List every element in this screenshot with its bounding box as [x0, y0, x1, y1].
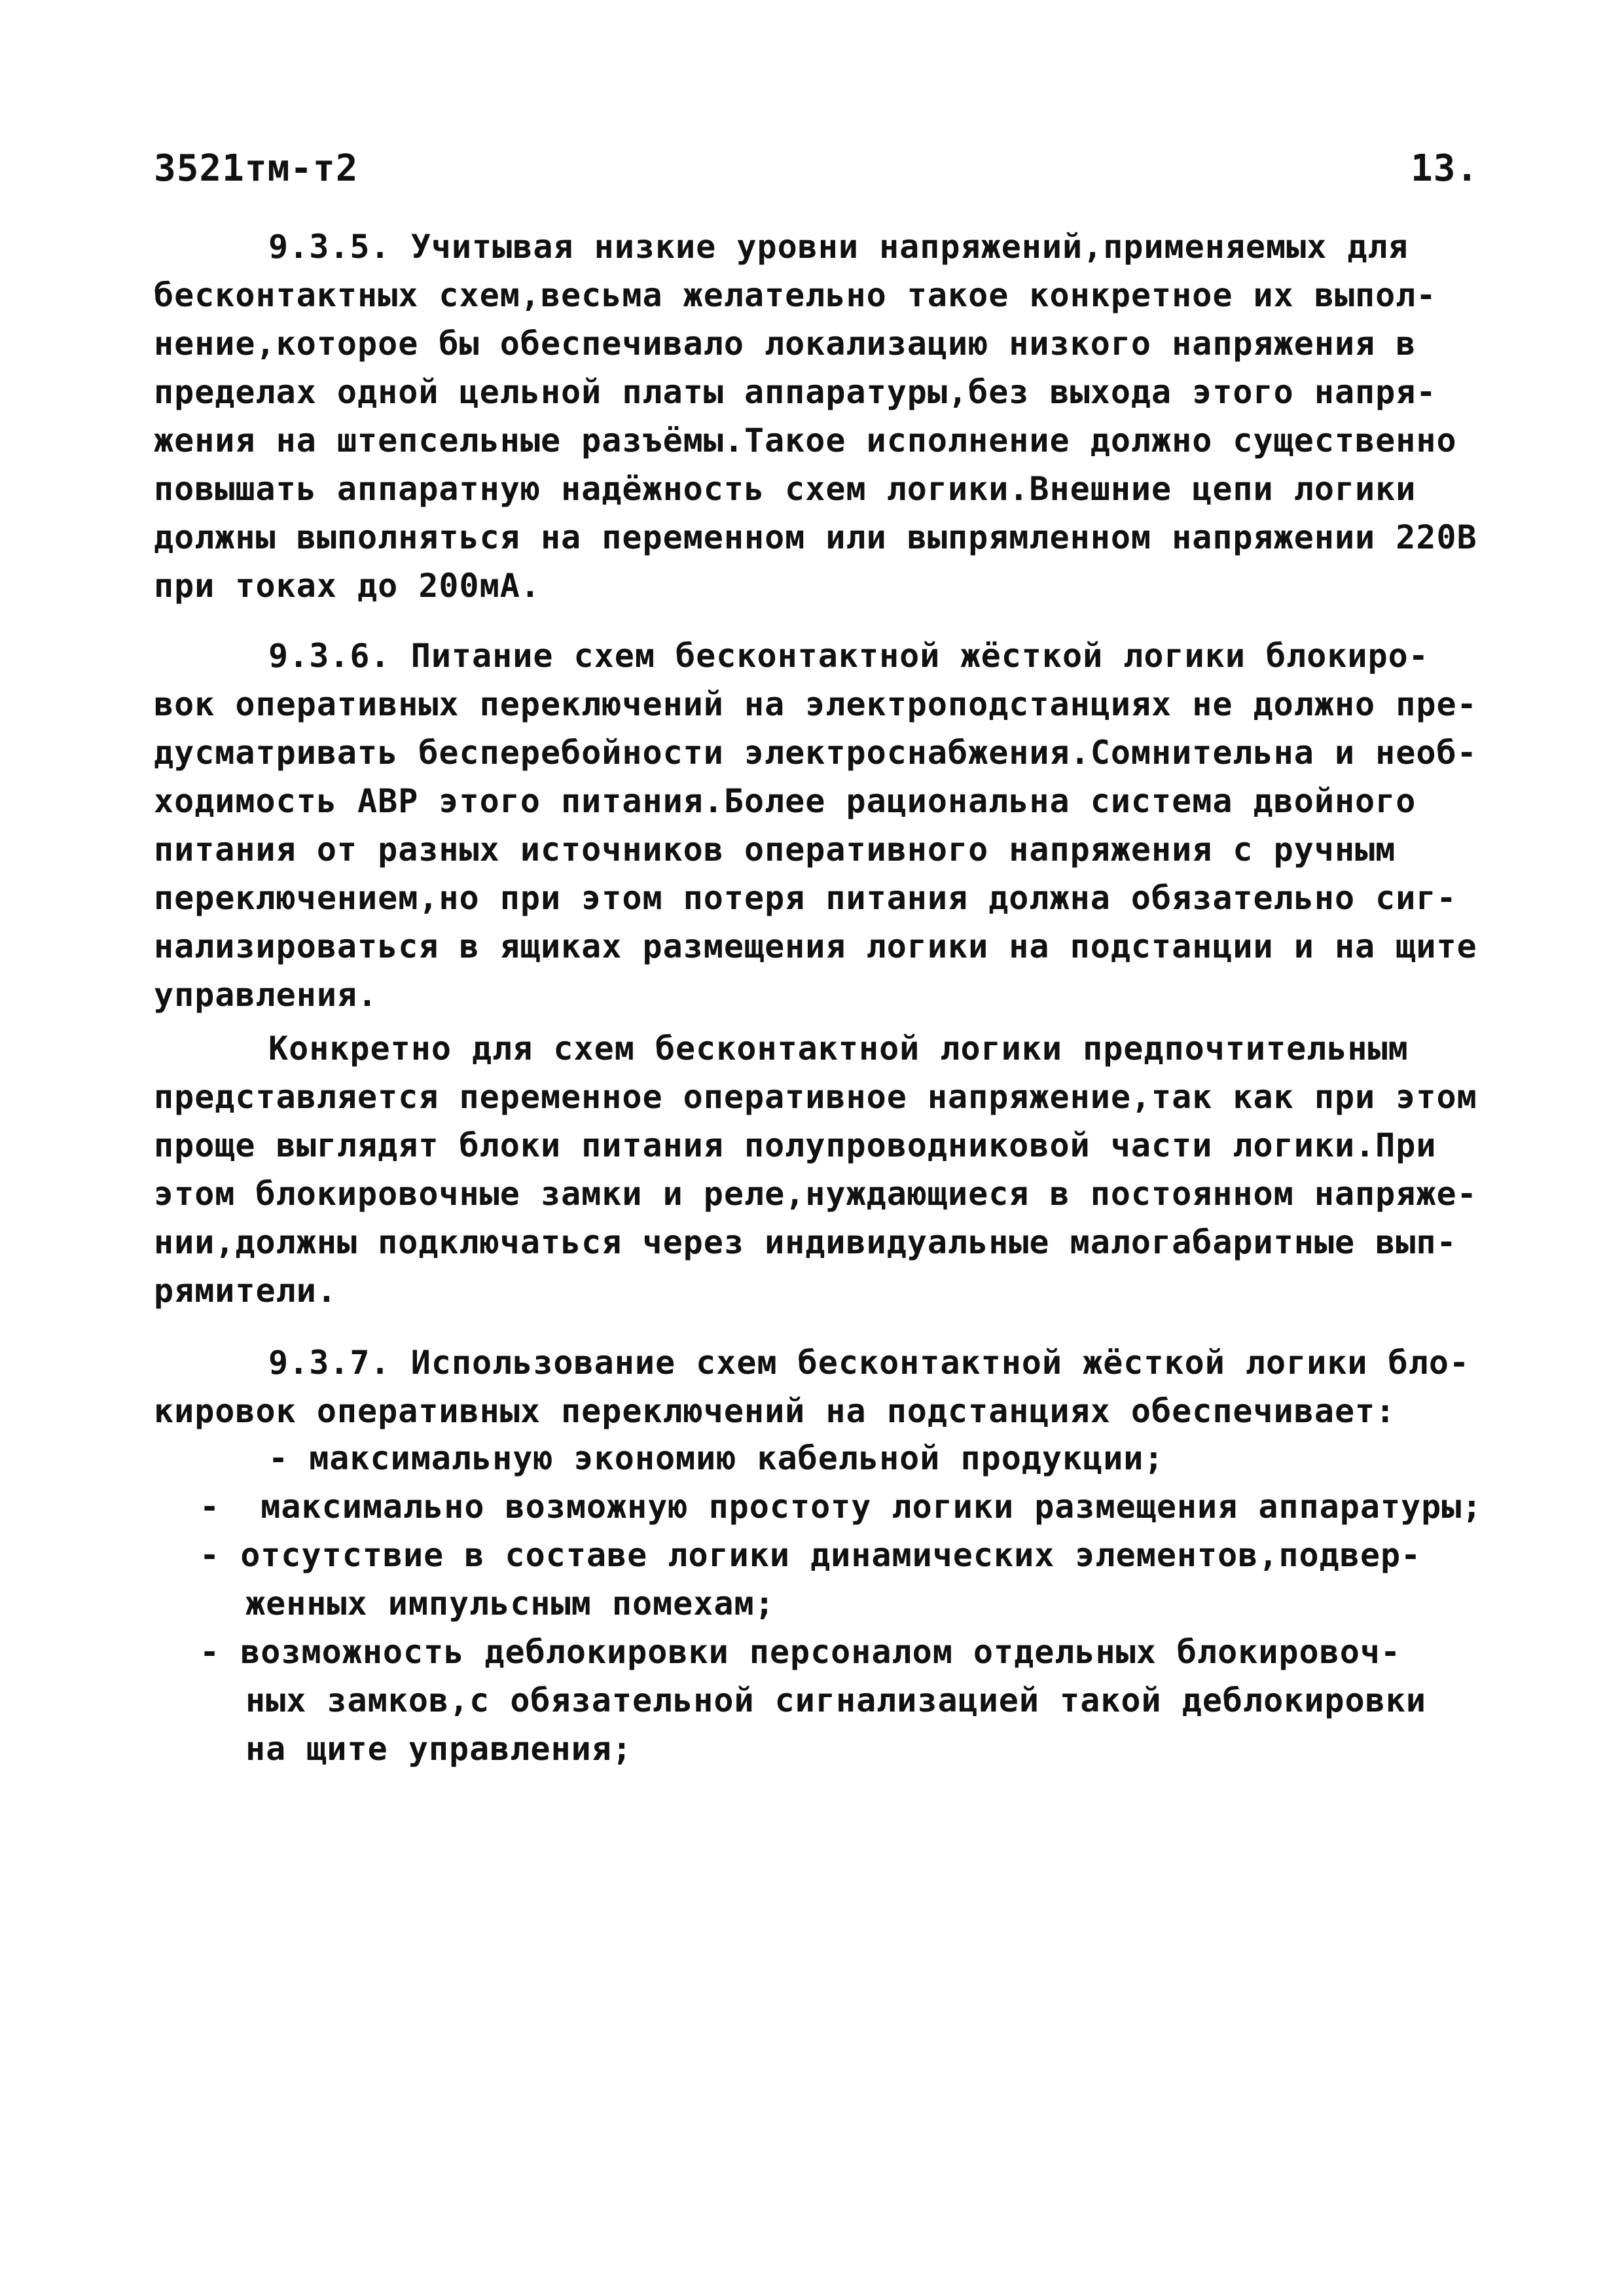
text-line: кировок оперативных переключений на подстанциях обеспечивает: [154, 1392, 1396, 1430]
text-line: дусматривать бесперебойности электроснабжения.Сомнительна и необ- [154, 734, 1477, 772]
text-line: нализироваться в ящиках размещения логики на подстанции и на щите [154, 927, 1477, 965]
paragraph-power-supply [154, 1024, 1489, 1315]
list-item-text: - возможность деблокировки персоналом отдельных блокировоч- [200, 1633, 1401, 1671]
text-line: ходимость АВР этого питания.Более рациональна система двойного [154, 782, 1416, 820]
text-line: этом блокировочные замки и реле,нуждающиеся в постоянном напряже- [154, 1175, 1477, 1213]
text-line: представляется переменное оперативное напряжение,так как при этом [154, 1078, 1477, 1116]
text-line: 9.3.5. Учитывая низкие уровни напряжений,применяемых для [268, 228, 1409, 266]
list-item-text: - максимальную экономию кабельной продукции; [268, 1439, 1164, 1477]
page-number: 13. [1411, 147, 1479, 190]
text-line: 9.3.7. Использование схем бесконтактной жёсткой логики бло- [268, 1344, 1470, 1382]
paragraph-9-3-7 [154, 1338, 1489, 1435]
text-line: проще выглядят блоки питания полупроводниковой части логики.При [154, 1126, 1437, 1164]
list-item-text: - максимально возможную простоту логики размещения аппаратуры; [200, 1488, 1483, 1526]
paragraph-9-3-6 [154, 632, 1489, 1019]
text-line: переключением,но при этом потеря питания должна обязательно сиг- [154, 879, 1457, 917]
list-item-text: женных импульсным помехам; [245, 1585, 775, 1623]
text-line: нии,должны подключаться через индивидуальные малогабаритные вып- [154, 1223, 1457, 1261]
text-line: при токах до 200мА. [154, 567, 541, 605]
text-line: 9.3.6. Питание схем бесконтактной жёсткой логики блокиро- [268, 637, 1429, 675]
text-line: должны выполняться на переменном или выпрямленном напряжении 220В [154, 518, 1477, 556]
list-item [154, 1482, 1489, 1531]
text-line: вок оперативных переключений на электроподстанциях не должно пре- [154, 685, 1477, 723]
benefits-list [154, 1434, 1489, 1773]
text-line: пределах одной цельной платы аппаратуры,без выхода этого напря- [154, 373, 1437, 411]
list-item [154, 1628, 1489, 1773]
list-item-text: на щите управления; [245, 1730, 632, 1768]
paragraph-9-3-5 [154, 223, 1489, 610]
list-item [154, 1434, 1489, 1482]
text-line: управления. [154, 976, 378, 1014]
document-code: 3521тм-т2 [154, 147, 359, 190]
text-line: Конкретно для схем бесконтактной логики предпочтительным [268, 1030, 1409, 1067]
list-item-text: - отсутствие в составе логики динамических элементов,подвер- [200, 1536, 1422, 1574]
list-item-text: ных замков,с обязательной сигнализацией такой деблокировки [245, 1681, 1426, 1719]
text-line: питания от разных источников оперативного напряжения с ручным [154, 831, 1396, 869]
list-item [154, 1531, 1489, 1628]
text-line: рямители. [154, 1272, 337, 1310]
text-line: жения на штепсельные разъёмы.Такое исполнение должно существенно [154, 422, 1457, 459]
text-line: повышать аппаратную надёжность схем логики.Внешние цепи логики [154, 470, 1416, 508]
text-line: нение,которое бы обеспечивало локализацию низкого напряжения в [154, 325, 1416, 363]
text-line: бесконтактных схем,весьма желательно такое конкретное их выпол- [154, 276, 1437, 314]
